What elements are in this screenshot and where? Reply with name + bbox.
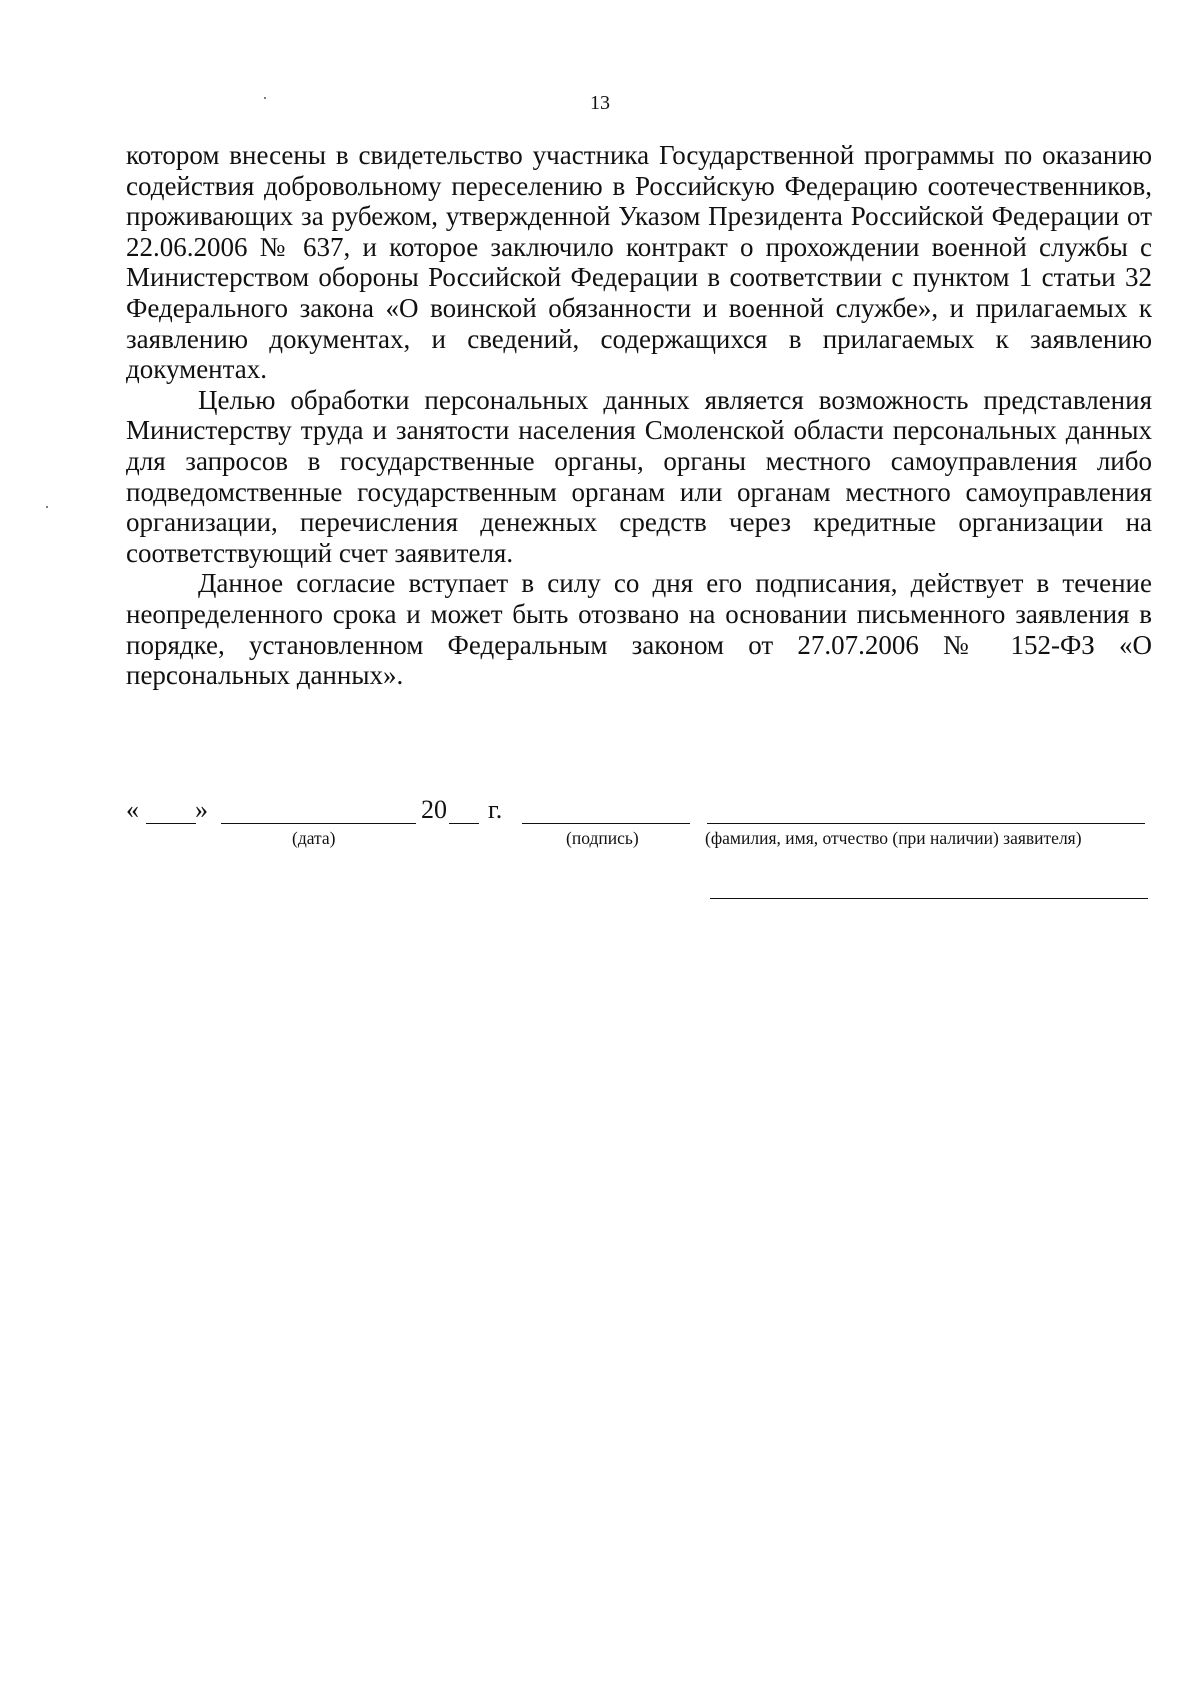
extra-blank-line[interactable] (710, 898, 1148, 899)
year-suffix: г. (488, 795, 503, 824)
year-prefix: 20 (421, 795, 447, 824)
paragraph-validity: Данное согласие вступает в силу со дня его подписания, действует в течение неопределенного срока и может быть отозвано на основании письменного заявления в порядке, установленном Федеральным законом от 27.07.2006 № 152-ФЗ «О персональных данных». (126, 568, 1152, 691)
day-field-line[interactable] (146, 823, 196, 824)
signature-field-line[interactable] (522, 823, 690, 824)
scan-speck (264, 97, 266, 99)
document-body (126, 140, 1152, 691)
paragraph-continuation: котором внесены в свидетельство участника Государственной программы по оказанию содействия добровольному переселению в Российскую Федерацию соотечественников, проживающих за рубежом, утвержденной Указом Президента Российской Федерации от 22.06.2006 № 637, и которое заключило контракт о прохождении военной службы с Министерством обороны Российской Федерации в соответствии с пунктом 1 статьи 32 Федерального закона «О воинской обязанности и военной службе», и прилагаемых к заявлению документах, и сведений, содержащихся в прилагаемых к заявлению документах. (126, 140, 1152, 385)
month-field-line[interactable] (221, 823, 416, 824)
paragraph-purpose: Целью обработки персональных данных является возможность представления Министерству труда и занятости населения Смоленской области персональных данных для запросов в государственные органы, органы местного самоуправления либо подведомственные государственным органам или органам местного самоуправления организации, перечисления денежных средств через кредитные организации на соответствующий счет заявителя. (126, 384, 1152, 568)
date-quote-open: « (126, 795, 139, 824)
page-number: 13 (590, 92, 610, 114)
applicant-name-field-line[interactable] (707, 823, 1145, 824)
applicant-name-caption: (фамилия, имя, отчество (при наличии) заявителя) (705, 828, 1082, 848)
date-caption: (дата) (292, 828, 336, 848)
year-field-line[interactable] (449, 823, 479, 824)
date-quote-close: » (195, 795, 208, 824)
signature-caption: (подпись) (566, 828, 639, 848)
scan-speck (46, 506, 48, 508)
